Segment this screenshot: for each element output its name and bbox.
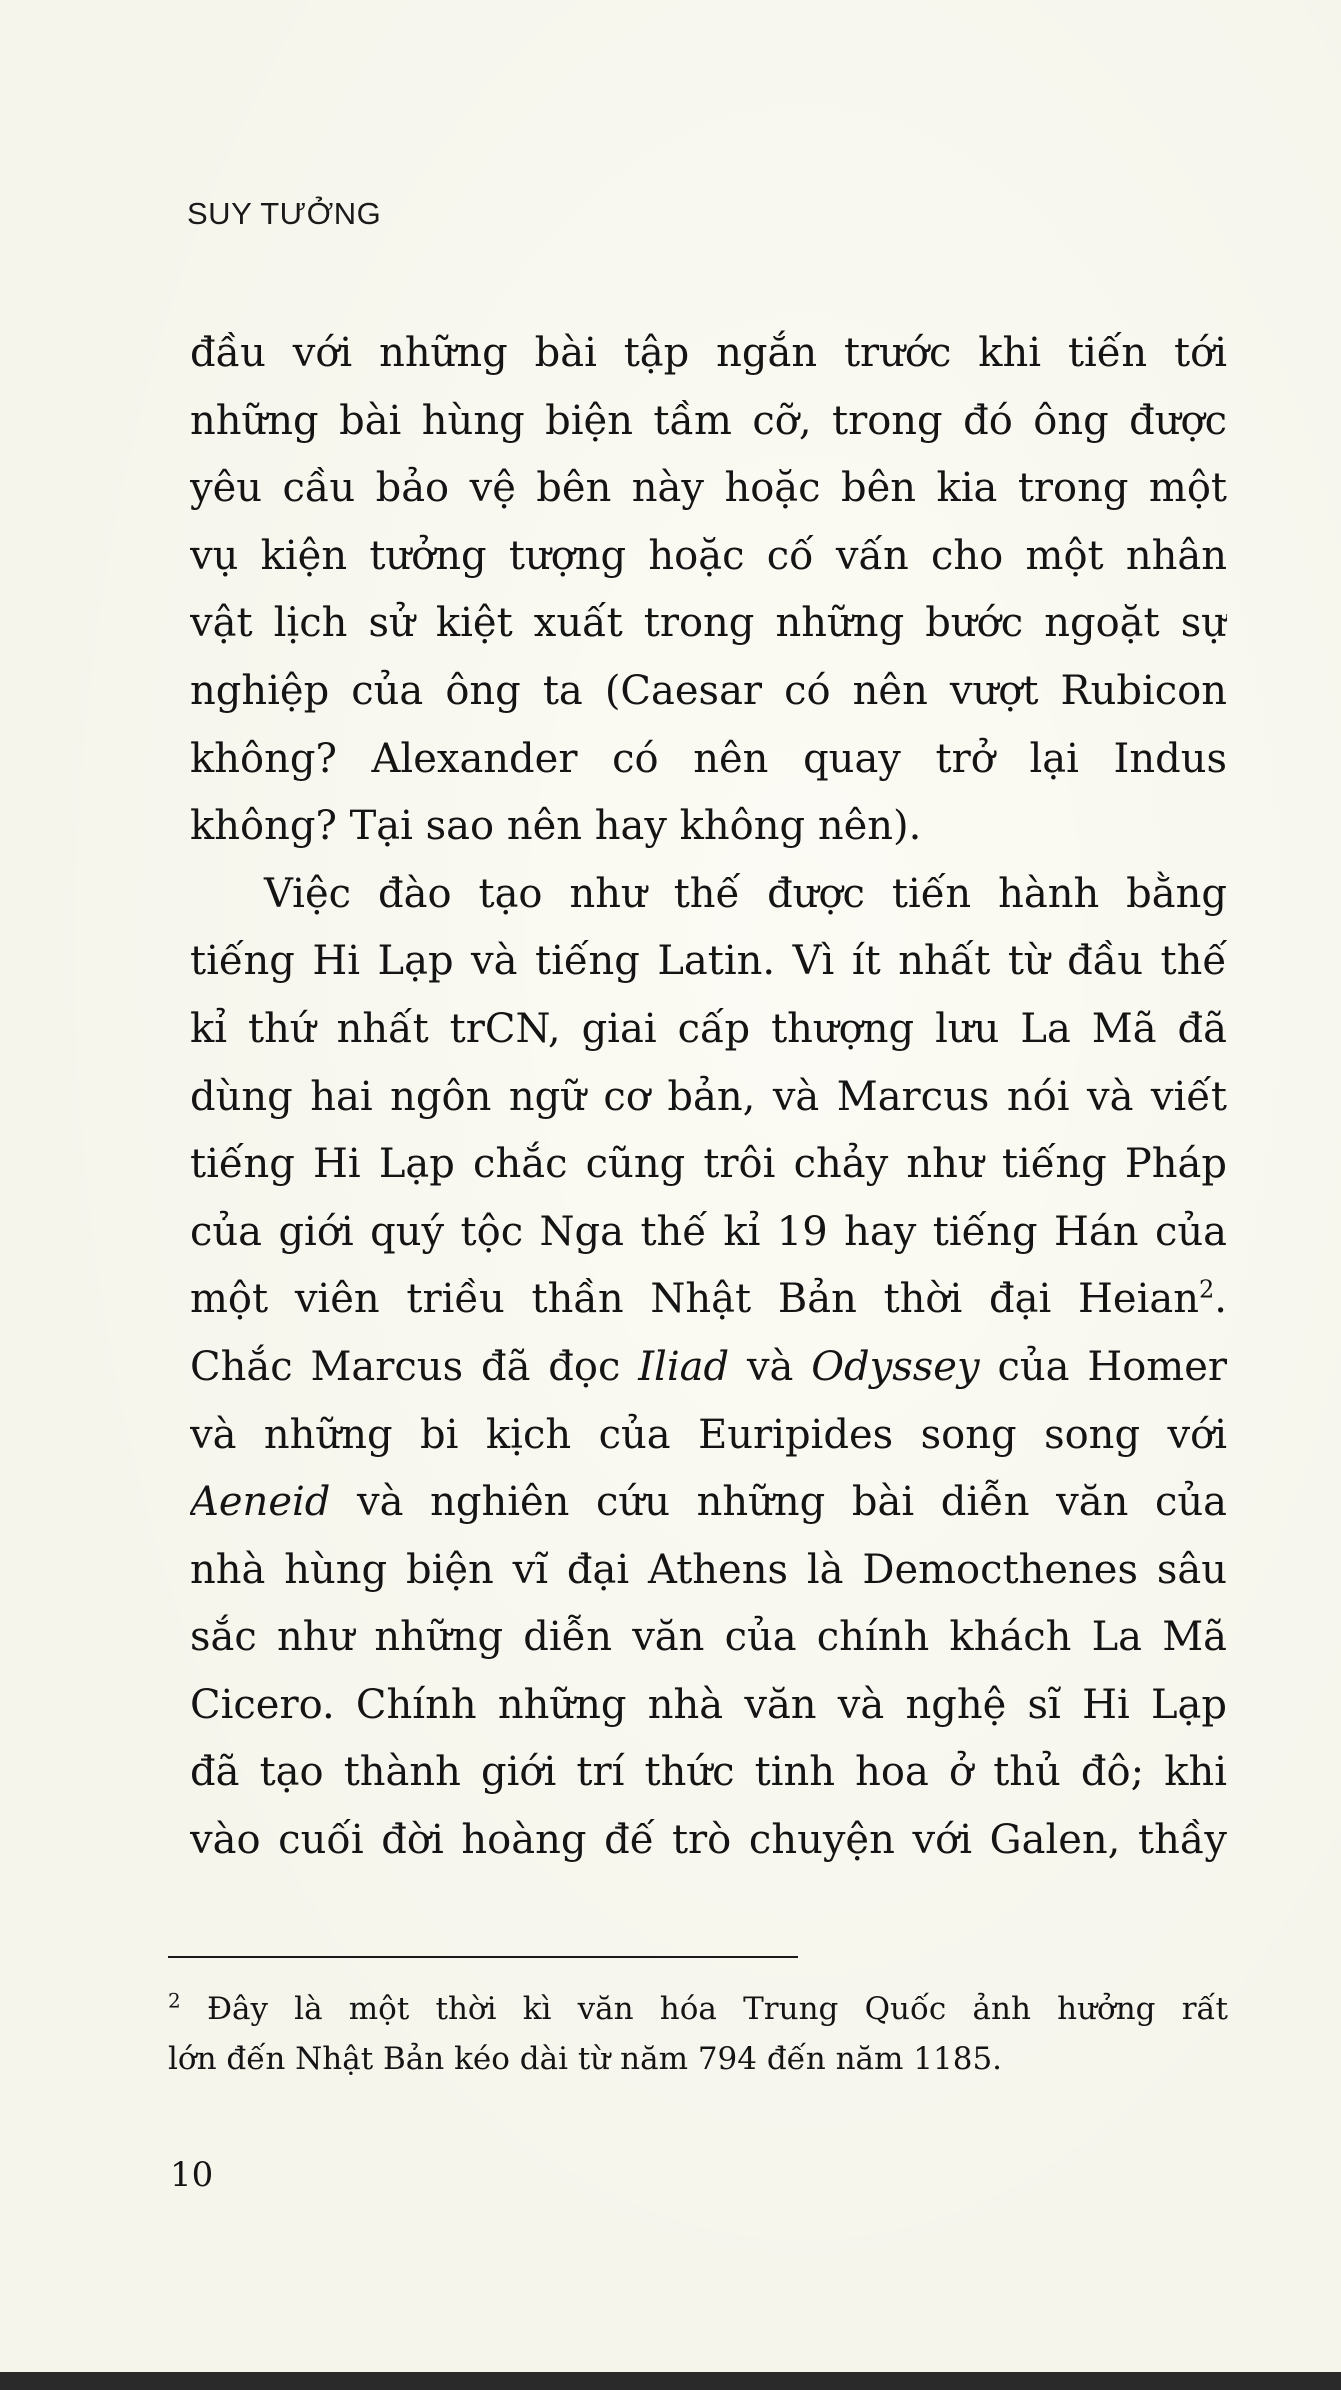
line-text: và bbox=[729, 1343, 812, 1390]
title-odyssey: Odyssey bbox=[811, 1343, 980, 1390]
text-line: Cicero. Chính những nhà văn và nghệ sĩ Hi Lạp bbox=[190, 1681, 1227, 1728]
body-text bbox=[190, 320, 1227, 1875]
title-aeneid: Aeneid bbox=[190, 1479, 331, 1526]
text-line: dùng hai ngôn ngữ cơ bản, và Marcus nói và viết bbox=[190, 1073, 1227, 1120]
text-line bbox=[190, 1334, 1227, 1402]
line-text: một viên triều thần Nhật Bản thời đại Heian bbox=[190, 1276, 1199, 1323]
text-line: đã tạo thành giới trí thức tinh hoa ở thủ đô; khi bbox=[190, 1749, 1227, 1796]
footnote bbox=[168, 1984, 1228, 2084]
text-line: kỉ thứ nhất trCN, giai cấp thượng lưu La Mã đã bbox=[190, 1005, 1227, 1052]
text-line: không? Tại sao nên hay không nên). bbox=[190, 803, 922, 850]
paragraph-first-line: Việc đào tạo như thế được tiến hành bằng bbox=[264, 870, 1227, 917]
footnote-reference: 2 bbox=[1199, 1275, 1215, 1304]
text-line: vật lịch sử kiệt xuất trong những bước ngoặt sự bbox=[190, 600, 1227, 647]
line-text: và nghiên cứu những bài diễn văn của bbox=[330, 1479, 1227, 1526]
footnote-text: Đây là một thời kì văn hóa Trung Quốc ảnh hưởng rất bbox=[206, 1991, 1228, 2027]
footnote-line bbox=[168, 1984, 1228, 2034]
text-line bbox=[190, 1266, 1227, 1334]
text-line: tiếng Hi Lạp và tiếng Latin. Vì ít nhất từ đầu thế bbox=[190, 938, 1227, 985]
text-line: và những bi kịch của Euripides song song với bbox=[190, 1411, 1227, 1458]
text-line: tiếng Hi Lạp chắc cũng trôi chảy như tiếng Pháp bbox=[190, 1141, 1227, 1188]
text-line: những bài hùng biện tầm cỡ, trong đó ông được bbox=[190, 397, 1227, 444]
text-line: nhà hùng biện vĩ đại Athens là Democthenes sâu bbox=[190, 1546, 1227, 1593]
footnote-marker: 2 bbox=[168, 1988, 181, 2013]
text-line: sắc như những diễn văn của chính khách La Mã bbox=[190, 1614, 1227, 1661]
text-line: nghiệp của ông ta (Caesar có nên vượt Rubicon bbox=[190, 667, 1227, 714]
text-line: vụ kiện tưởng tượng hoặc cố vấn cho một nhân bbox=[190, 532, 1227, 579]
text-line: không? Alexander có nên quay trở lại Indus bbox=[190, 735, 1227, 782]
line-text: của Homer bbox=[979, 1343, 1227, 1390]
text-line: yêu cầu bảo vệ bên này hoặc bên kia trong một bbox=[190, 465, 1227, 512]
footnote-divider bbox=[168, 1956, 798, 1958]
scan-edge bbox=[0, 2372, 1341, 2390]
text-line: vào cuối đời hoàng đế trò chuyện với Galen, thầy bbox=[190, 1817, 1227, 1864]
text-line: đầu với những bài tập ngắn trước khi tiến tới bbox=[190, 330, 1227, 376]
text-line bbox=[190, 1469, 1227, 1537]
page-number: 10 bbox=[170, 2155, 214, 2195]
footnote-line: lớn đến Nhật Bản kéo dài từ năm 794 đến năm 1185. bbox=[168, 2041, 1003, 2077]
line-text: Chắc Marcus đã đọc bbox=[190, 1343, 639, 1390]
title-iliad: Iliad bbox=[638, 1343, 730, 1390]
running-head: SUY TƯỞNG bbox=[187, 196, 382, 231]
line-text: . bbox=[1214, 1276, 1227, 1323]
text-line: của giới quý tộc Nga thế kỉ 19 hay tiếng Hán của bbox=[190, 1208, 1227, 1255]
